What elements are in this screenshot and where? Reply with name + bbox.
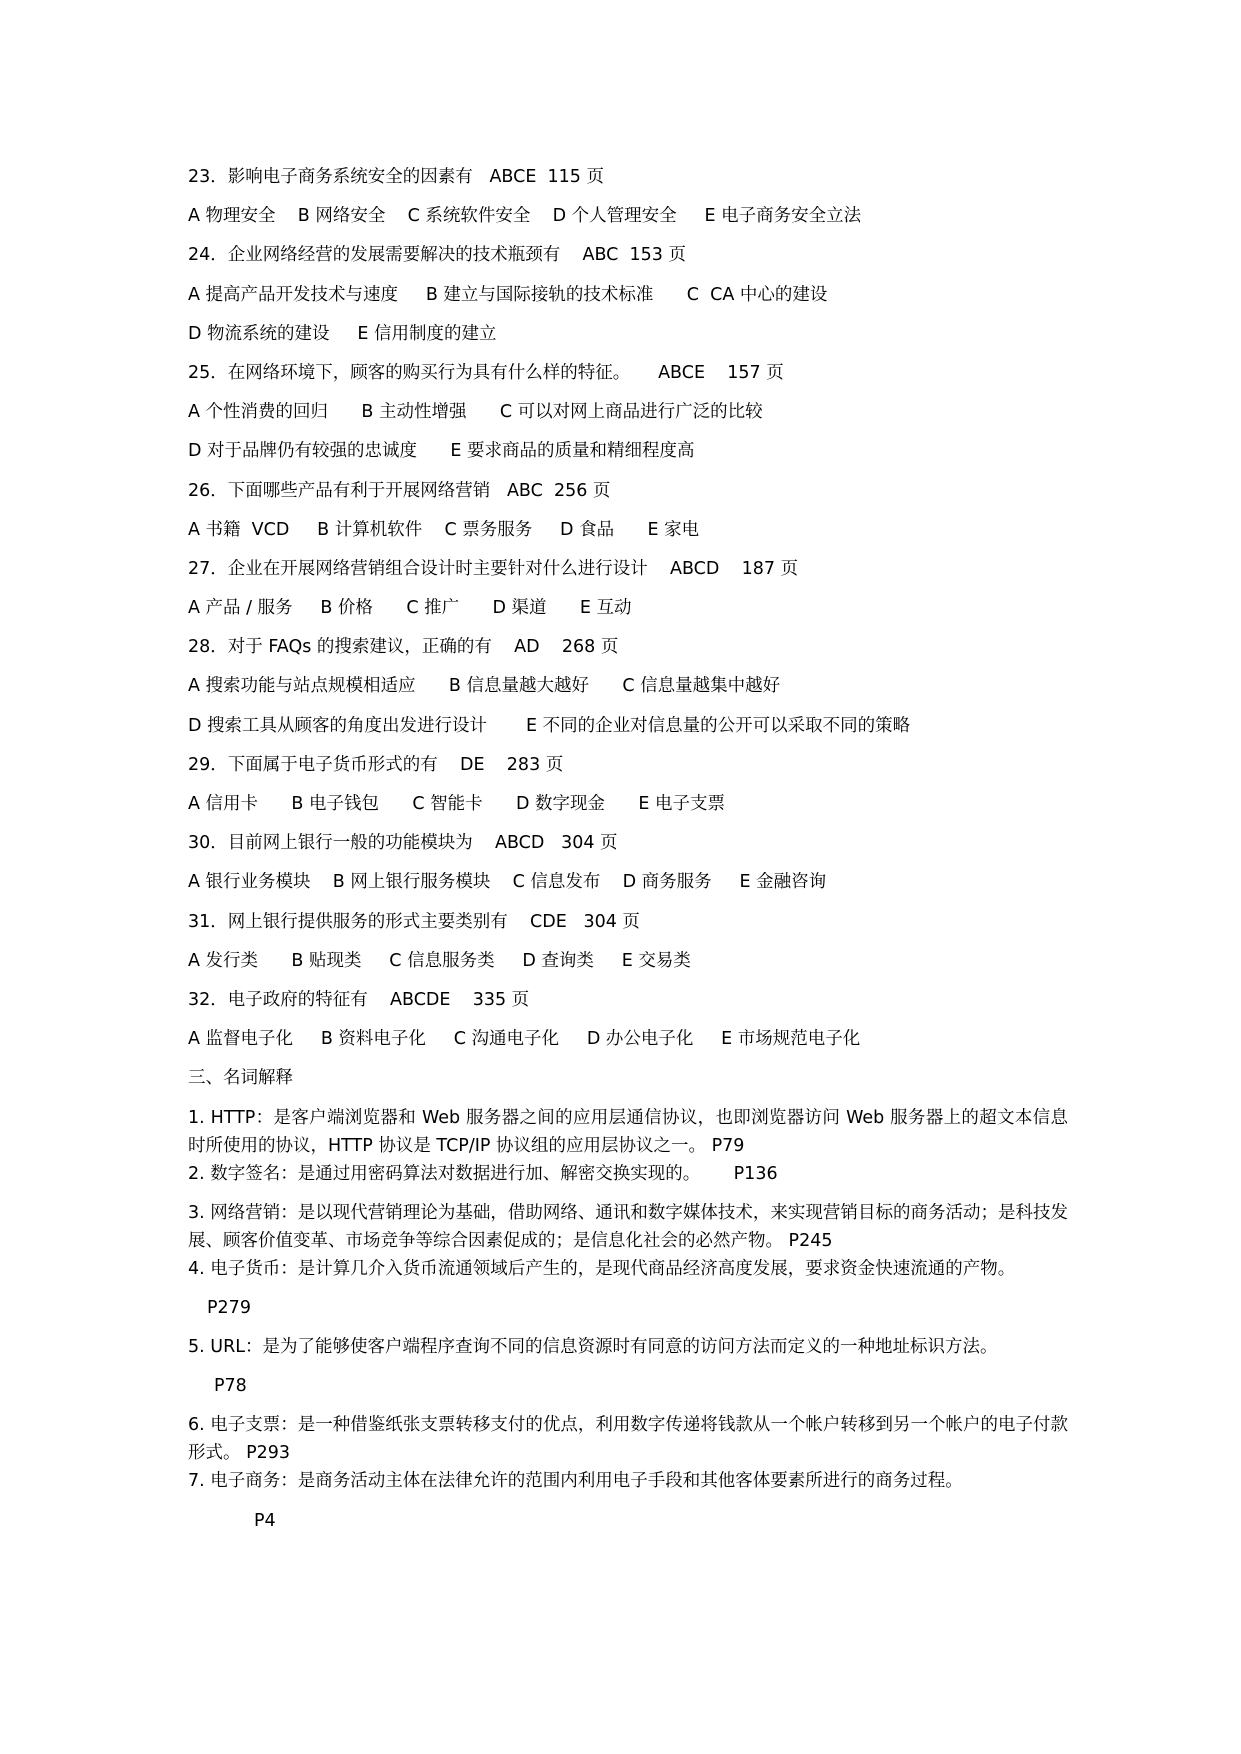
definition-e-commerce: 7. 电子商务：是商务活动主体在法律允许的范围内利用电子手段和其他客体要素所进行的商务过程。 (188, 1471, 963, 1492)
definition-electronic-money-page-ref: P279 (207, 1297, 251, 1318)
question-26-options: A 书籍 VCD B 计算机软件 C 票务服务 D 食品 E 家电 (188, 519, 700, 540)
question-23-options: A 物理安全 B 网络安全 C 系统软件安全 D 个人管理安全 E 电子商务安全立法 (188, 206, 862, 227)
definition-http: 1. HTTP：是客户端浏览器和 Web 服务器之间的应用层通信协议，也即浏览器访问 Web 服务器上的超文本信息时所使用的协议，HTTP 协议是 TCP/IP 协议组的应用层协议之一。 P79 (188, 1107, 1068, 1156)
definition-electronic-check: 6. 电子支票：是一种借鉴纸张支票转移支付的优点，利用数字传递将钱款从一个帐户转移到另一个帐户的电子付款形式。 P293 (188, 1415, 1068, 1464)
definition-url-page-ref: P78 (214, 1376, 247, 1397)
question-31-options: A 发行类 B 贴现类 C 信息服务类 D 查询类 E 交易类 (188, 950, 691, 971)
definition-digital-signature: 2. 数字签名：是通过用密码算法对数据进行加、解密交换实现的。 P136 (188, 1163, 778, 1184)
definition-network-marketing: 3. 网络营销：是以现代营销理论为基础，借助网络、通讯和数字媒体技术，来实现营销目标的商务活动；是科技发展、顾客价值变革、市场竞争等综合因素促成的；是信息化社会的必然产物。 P245 (188, 1202, 1068, 1251)
definition-e-commerce-page-ref: P4 (254, 1510, 276, 1531)
question-30-options: A 银行业务模块 B 网上银行服务模块 C 信息发布 D 商务服务 E 金融咨询 (188, 872, 827, 893)
document-page (188, 163, 1068, 1546)
question-27-options: A 产品 / 服务 B 价格 C 推广 D 渠道 E 互动 (188, 598, 632, 619)
question-30: 30．目前网上银行一般的功能模块为 ABCD 304 页 (188, 833, 618, 854)
question-24-options-2: D 物流系统的建设 E 信用制度的建立 (188, 323, 497, 344)
question-25-options-1: A 个性消费的回归 B 主动性增强 C 可以对网上商品进行广泛的比较 (188, 402, 763, 423)
section-heading: 三、名词解释 (188, 1068, 293, 1089)
definition-electronic-money: 4. 电子货币：是计算几介入货币流通领域后产生的，是现代商品经济高度发展，要求资金快速流通的产物。 (188, 1258, 1016, 1279)
definition-url: 5. URL：是为了能够使客户端程序查询不同的信息资源时有同意的访问方法而定义的一种地址标识方法。 (188, 1337, 998, 1358)
question-24: 24．企业网络经营的发展需要解决的技术瓶颈有 ABC 153 页 (188, 245, 686, 266)
question-28-options-1: A 搜索功能与站点规模相适应 B 信息量越大越好 C 信息量越集中越好 (188, 676, 781, 697)
question-31: 31．网上银行提供服务的形式主要类别有 CDE 304 页 (188, 911, 640, 932)
question-28-options-2: D 搜索工具从顾客的角度出发进行设计 E 不同的企业对信息量的公开可以采取不同的策略 (188, 715, 911, 736)
question-28: 28．对于 FAQs 的搜索建议，正确的有 AD 268 页 (188, 637, 619, 658)
question-29-options: A 信用卡 B 电子钱包 C 智能卡 D 数字现金 E 电子支票 (188, 794, 726, 814)
question-27: 27．企业在开展网络营销组合设计时主要针对什么进行设计 ABCD 187 页 (188, 558, 799, 579)
question-25: 25．在网络环境下，顾客的购买行为具有什么样的特征。 ABCE 157 页 (188, 362, 784, 383)
question-24-options-1: A 提高产品开发技术与速度 B 建立与国际接轨的技术标准 C CA 中心的建设 (188, 284, 828, 305)
question-29: 29．下面属于电子货币形式的有 DE 283 页 (188, 754, 564, 775)
question-26: 26．下面哪些产品有利于开展网络营销 ABC 256 页 (188, 480, 611, 501)
question-32-options: A 监督电子化 B 资料电子化 C 沟通电子化 D 办公电子化 E 市场规范电子化 (188, 1029, 861, 1050)
question-25-options-2: D 对于品牌仍有较强的忠诚度 E 要求商品的质量和精细程度高 (188, 441, 695, 462)
question-23: 23．影响电子商务系统安全的因素有 ABCE 115 页 (188, 167, 604, 187)
question-32: 32．电子政府的特征有 ABCDE 335 页 (188, 989, 530, 1010)
